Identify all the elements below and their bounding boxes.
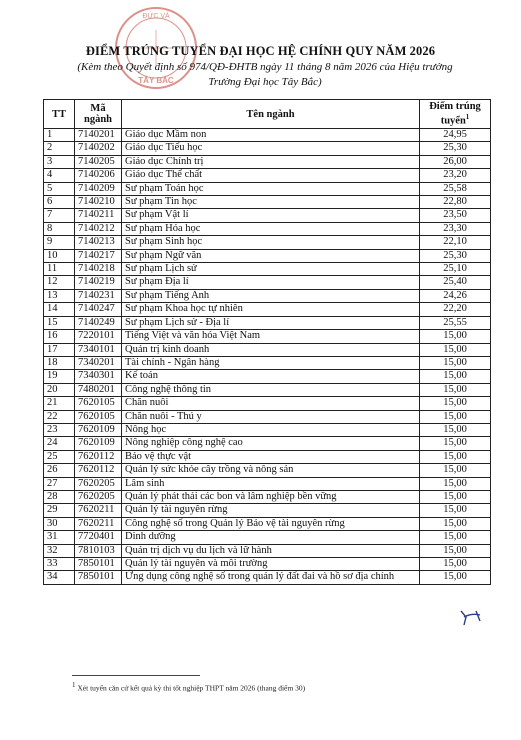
row-score: 15,00 bbox=[420, 370, 491, 383]
table-row bbox=[44, 276, 491, 289]
row-tt: 2 bbox=[44, 142, 75, 155]
row-tt: 18 bbox=[44, 356, 75, 369]
row-tt: 22 bbox=[44, 410, 75, 423]
row-name: Sư phạm Lịch sử bbox=[122, 263, 420, 276]
row-code: 7810103 bbox=[75, 544, 122, 557]
table-row bbox=[44, 423, 491, 436]
row-code: 7140205 bbox=[75, 155, 122, 168]
row-tt: 8 bbox=[44, 222, 75, 235]
row-tt: 5 bbox=[44, 182, 75, 195]
row-tt: 33 bbox=[44, 558, 75, 571]
row-tt: 32 bbox=[44, 544, 75, 557]
row-score: 26,00 bbox=[420, 155, 491, 168]
row-name: Ứng dụng công nghệ số trong quản lý đất đai và hồ sơ địa chính bbox=[122, 571, 420, 584]
row-name: Sư phạm Hóa học bbox=[122, 222, 420, 235]
row-code: 7140212 bbox=[75, 222, 122, 235]
row-tt: 11 bbox=[44, 263, 75, 276]
table-row bbox=[44, 249, 491, 262]
table-row bbox=[44, 490, 491, 503]
row-code: 7140219 bbox=[75, 276, 122, 289]
row-score: 15,00 bbox=[420, 571, 491, 584]
table-row bbox=[44, 356, 491, 369]
row-name: Tiếng Việt và văn hóa Việt Nam bbox=[122, 330, 420, 343]
header-score-label: Điểm trúng tuyển bbox=[429, 101, 481, 127]
seal-mid-text: TÂY BẮC bbox=[138, 76, 174, 85]
header-score bbox=[420, 100, 491, 129]
row-score: 15,00 bbox=[420, 544, 491, 557]
table-row bbox=[44, 196, 491, 209]
row-score: 23,50 bbox=[420, 209, 491, 222]
row-code: 7140247 bbox=[75, 303, 122, 316]
table-row bbox=[44, 464, 491, 477]
table-row bbox=[44, 289, 491, 302]
row-score: 25,55 bbox=[420, 316, 491, 329]
row-code: 7220101 bbox=[75, 330, 122, 343]
row-code: 7720401 bbox=[75, 531, 122, 544]
table-header-row bbox=[44, 100, 491, 129]
row-score: 15,00 bbox=[420, 504, 491, 517]
row-score: 25,10 bbox=[420, 263, 491, 276]
row-tt: 9 bbox=[44, 236, 75, 249]
row-tt: 14 bbox=[44, 303, 75, 316]
row-tt: 34 bbox=[44, 571, 75, 584]
footnote-text: Xét tuyển căn cứ kết quả kỳ thi tốt nghiệp THPT năm 2026 (thang điểm 30) bbox=[77, 683, 306, 693]
row-name: Nông học bbox=[122, 423, 420, 436]
row-code: 7620109 bbox=[75, 437, 122, 450]
row-code: 7620205 bbox=[75, 477, 122, 490]
row-code: 7140231 bbox=[75, 289, 122, 302]
row-code: 7140210 bbox=[75, 196, 122, 209]
row-tt: 10 bbox=[44, 249, 75, 262]
row-tt: 25 bbox=[44, 450, 75, 463]
row-score: 15,00 bbox=[420, 423, 491, 436]
row-code: 7340101 bbox=[75, 343, 122, 356]
admission-score-table bbox=[43, 99, 491, 585]
row-tt: 30 bbox=[44, 517, 75, 530]
table-row bbox=[44, 169, 491, 182]
row-score: 15,00 bbox=[420, 343, 491, 356]
row-score: 15,00 bbox=[420, 531, 491, 544]
row-code: 7620112 bbox=[75, 450, 122, 463]
header-code: Mã ngành bbox=[75, 100, 122, 129]
table-row bbox=[44, 330, 491, 343]
table-row bbox=[44, 504, 491, 517]
row-tt: 15 bbox=[44, 316, 75, 329]
table-row bbox=[44, 437, 491, 450]
header-tt: TT bbox=[44, 100, 75, 129]
row-tt: 12 bbox=[44, 276, 75, 289]
row-code: 7620205 bbox=[75, 490, 122, 503]
row-tt: 16 bbox=[44, 330, 75, 343]
row-code: 7620109 bbox=[75, 423, 122, 436]
table-row bbox=[44, 222, 491, 235]
row-code: 7140217 bbox=[75, 249, 122, 262]
footnote-divider bbox=[72, 675, 200, 676]
row-score: 15,00 bbox=[420, 464, 491, 477]
row-code: 7620211 bbox=[75, 517, 122, 530]
row-tt: 4 bbox=[44, 169, 75, 182]
row-score: 25,58 bbox=[420, 182, 491, 195]
row-score: 25,30 bbox=[420, 249, 491, 262]
document-subtitle bbox=[40, 60, 490, 90]
row-name: Sư phạm Tin học bbox=[122, 196, 420, 209]
row-code: 7620105 bbox=[75, 410, 122, 423]
table-row bbox=[44, 155, 491, 168]
row-score: 15,00 bbox=[420, 490, 491, 503]
row-tt: 31 bbox=[44, 531, 75, 544]
row-score: 15,00 bbox=[420, 517, 491, 530]
row-score: 22,20 bbox=[420, 303, 491, 316]
row-score: 15,00 bbox=[420, 450, 491, 463]
table-row bbox=[44, 383, 491, 396]
row-code: 7140249 bbox=[75, 316, 122, 329]
row-code: 7140211 bbox=[75, 209, 122, 222]
row-code: 7340301 bbox=[75, 370, 122, 383]
row-code: 7620112 bbox=[75, 464, 122, 477]
row-code: 7140206 bbox=[75, 169, 122, 182]
row-score: 24,95 bbox=[420, 129, 491, 142]
row-score: 25,40 bbox=[420, 276, 491, 289]
row-name: Sư phạm Địa lí bbox=[122, 276, 420, 289]
table-row bbox=[44, 263, 491, 276]
row-name: Chăn nuôi bbox=[122, 397, 420, 410]
row-score: 15,00 bbox=[420, 558, 491, 571]
table-row bbox=[44, 558, 491, 571]
row-name: Quản trị dịch vụ du lịch và lữ hành bbox=[122, 544, 420, 557]
row-name: Giáo dục Thể chất bbox=[122, 169, 420, 182]
header-score-sup: 1 bbox=[465, 113, 470, 122]
row-name: Quản trị kinh doanh bbox=[122, 343, 420, 356]
row-name: Sư phạm Tiếng Anh bbox=[122, 289, 420, 302]
table-row bbox=[44, 370, 491, 383]
row-name: Quản lý tài nguyên và môi trường bbox=[122, 558, 420, 571]
table-row bbox=[44, 397, 491, 410]
row-score: 15,00 bbox=[420, 383, 491, 396]
row-score: 22,80 bbox=[420, 196, 491, 209]
row-tt: 24 bbox=[44, 437, 75, 450]
footnote bbox=[72, 681, 305, 693]
row-name: Chăn nuôi - Thú y bbox=[122, 410, 420, 423]
row-code: 7140209 bbox=[75, 182, 122, 195]
row-code: 7140201 bbox=[75, 129, 122, 142]
row-name: Sư phạm Khoa học tự nhiên bbox=[122, 303, 420, 316]
row-score: 15,00 bbox=[420, 397, 491, 410]
row-score: 15,00 bbox=[420, 330, 491, 343]
row-name: Sư phạm Lịch sử - Địa lí bbox=[122, 316, 420, 329]
row-name: Kế toán bbox=[122, 370, 420, 383]
row-tt: 28 bbox=[44, 490, 75, 503]
table-row bbox=[44, 571, 491, 584]
row-tt: 1 bbox=[44, 129, 75, 142]
table-row bbox=[44, 303, 491, 316]
table-row bbox=[44, 544, 491, 557]
row-code: 7340201 bbox=[75, 356, 122, 369]
signature-mark bbox=[458, 607, 486, 629]
table-row bbox=[44, 410, 491, 423]
row-code: 7850101 bbox=[75, 558, 122, 571]
footnote-marker: 1 bbox=[72, 681, 76, 689]
table-row bbox=[44, 477, 491, 490]
row-score: 23,30 bbox=[420, 222, 491, 235]
row-code: 7140218 bbox=[75, 263, 122, 276]
row-name: Sư phạm Ngữ văn bbox=[122, 249, 420, 262]
row-name: Dinh dưỡng bbox=[122, 531, 420, 544]
row-score: 15,00 bbox=[420, 477, 491, 490]
row-name: Tài chính - Ngân hàng bbox=[122, 356, 420, 369]
row-name: Giáo dục Chính trị bbox=[122, 155, 420, 168]
row-tt: 3 bbox=[44, 155, 75, 168]
row-code: 7480201 bbox=[75, 383, 122, 396]
row-name: Công nghệ thông tin bbox=[122, 383, 420, 396]
row-code: 7620211 bbox=[75, 504, 122, 517]
row-score: 15,00 bbox=[420, 410, 491, 423]
row-tt: 13 bbox=[44, 289, 75, 302]
row-name: Quản lý phát thải các bon và lâm nghiệp bền vững bbox=[122, 490, 420, 503]
row-code: 7850101 bbox=[75, 571, 122, 584]
row-tt: 23 bbox=[44, 423, 75, 436]
row-name: Bảo vệ thực vật bbox=[122, 450, 420, 463]
row-name: Giáo dục Mầm non bbox=[122, 129, 420, 142]
subtitle-line-1: (Kèm theo Quyết định số 974/QĐ-ĐHTB ngày 11 tháng 8 năm 2026 của Hiệu trưởng bbox=[77, 61, 453, 73]
row-name: Công nghệ số trong Quản lý Bảo vệ tài nguyên rừng bbox=[122, 517, 420, 530]
table-row bbox=[44, 450, 491, 463]
row-score: 23,20 bbox=[420, 169, 491, 182]
table-row bbox=[44, 236, 491, 249]
row-name: Giáo dục Tiểu học bbox=[122, 142, 420, 155]
row-code: 7140202 bbox=[75, 142, 122, 155]
row-name: Lâm sinh bbox=[122, 477, 420, 490]
table-row bbox=[44, 182, 491, 195]
table-row bbox=[44, 531, 491, 544]
seal-top-text: ĐỨC VÀ bbox=[142, 13, 170, 20]
table-row bbox=[44, 209, 491, 222]
table-row bbox=[44, 316, 491, 329]
row-score: 15,00 bbox=[420, 356, 491, 369]
table-row bbox=[44, 517, 491, 530]
row-tt: 19 bbox=[44, 370, 75, 383]
row-name: Quản lý tài nguyên rừng bbox=[122, 504, 420, 517]
row-tt: 6 bbox=[44, 196, 75, 209]
row-name: Sư phạm Sinh học bbox=[122, 236, 420, 249]
row-tt: 20 bbox=[44, 383, 75, 396]
row-name: Sư phạm Toán học bbox=[122, 182, 420, 195]
row-code: 7620105 bbox=[75, 397, 122, 410]
header-name: Tên ngành bbox=[122, 100, 420, 129]
row-code: 7140213 bbox=[75, 236, 122, 249]
table-row bbox=[44, 142, 491, 155]
row-name: Quản lý sức khỏe cây trồng và nông sản bbox=[122, 464, 420, 477]
row-tt: 27 bbox=[44, 477, 75, 490]
row-score: 22,10 bbox=[420, 236, 491, 249]
subtitle-line-2: Trường Đại học Tây Bắc) bbox=[208, 76, 322, 88]
row-tt: 26 bbox=[44, 464, 75, 477]
row-tt: 7 bbox=[44, 209, 75, 222]
document-title: ĐIỂM TRÚNG TUYỂN ĐẠI HỌC HỆ CHÍNH QUY NĂM 2026 bbox=[85, 44, 436, 58]
row-name: Sư phạm Vật lí bbox=[122, 209, 420, 222]
row-tt: 21 bbox=[44, 397, 75, 410]
row-score: 24,26 bbox=[420, 289, 491, 302]
table-row bbox=[44, 129, 491, 142]
table-row bbox=[44, 343, 491, 356]
row-score: 15,00 bbox=[420, 437, 491, 450]
row-tt: 17 bbox=[44, 343, 75, 356]
row-tt: 29 bbox=[44, 504, 75, 517]
row-score: 25,30 bbox=[420, 142, 491, 155]
row-name: Nông nghiệp công nghệ cao bbox=[122, 437, 420, 450]
